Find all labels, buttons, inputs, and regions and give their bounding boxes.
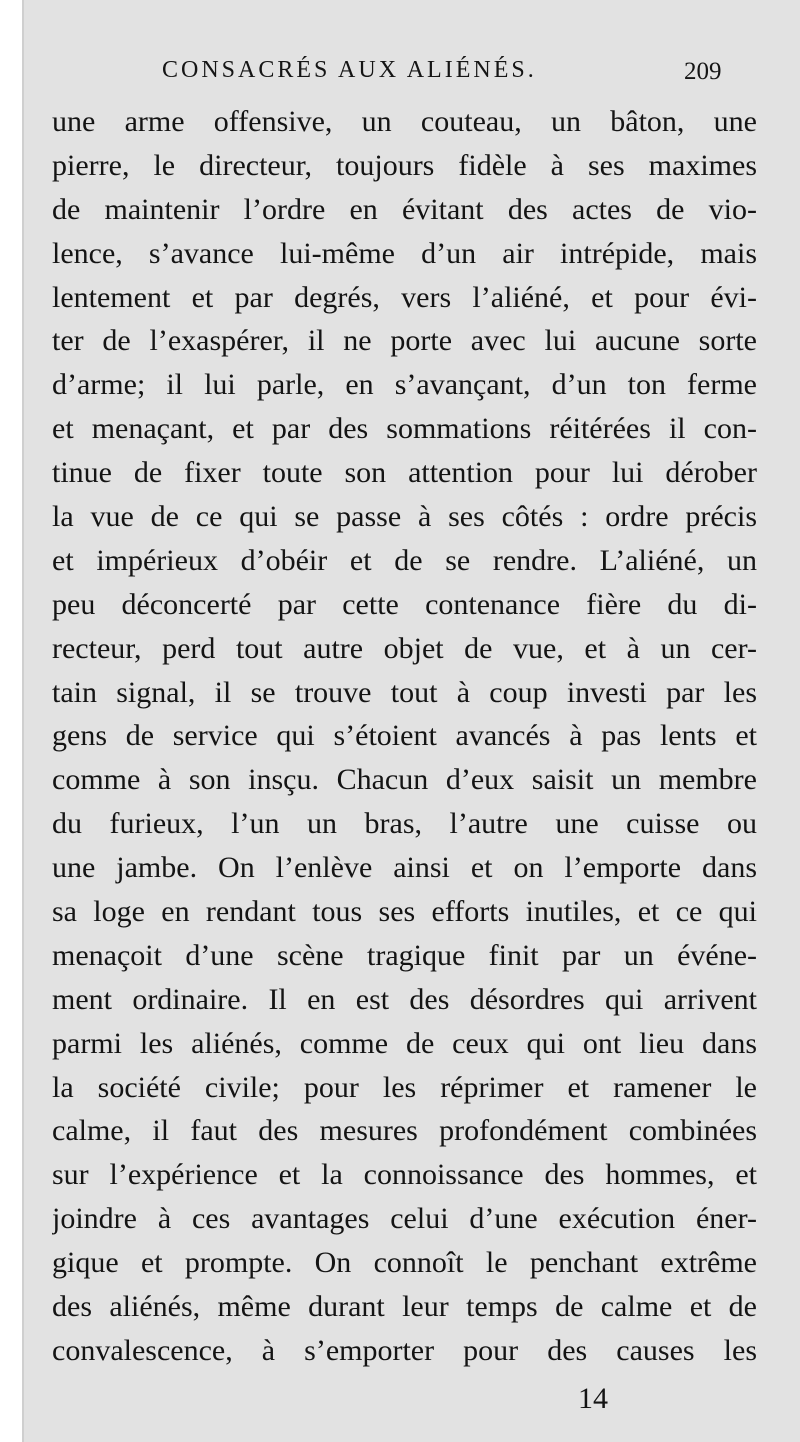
text-line: calme, il faut des mesures profondément combinées: [52, 1114, 757, 1148]
text-line: de maintenir l’ordre en évitant des actes de vio-: [52, 192, 757, 226]
text-line: menaçoit d’une scène tragique finit par un événe-: [52, 938, 757, 972]
text-line: lence, s’avance lui-même d’un air intrépide, mais: [52, 236, 757, 270]
text-line: et impérieux d’obéir et de se rendre. L’aliéné, un: [52, 543, 757, 577]
text-line: d’arme; il lui parle, en s’avançant, d’un ton ferme: [52, 368, 757, 402]
text-line: gique et prompte. On connoît le penchant extrême: [52, 1246, 757, 1280]
text-line: des aliénés, même durant leur temps de calme et de: [52, 1290, 757, 1324]
body-text: [52, 100, 757, 1373]
text-line: une arme offensive, un couteau, un bâton, une: [52, 105, 757, 138]
text-line: lentement et par degrés, vers l’aliéné, et pour évi-: [52, 280, 757, 314]
text-line: tinue de fixer toute son attention pour lui dérober: [52, 456, 757, 490]
text-line: sur l’expérience et la connoissance des hommes, et: [52, 1158, 757, 1192]
text-line: pierre, le directeur, toujours fidèle à ses maximes: [52, 148, 757, 182]
text-line: parmi les aliénés, comme de ceux qui ont lieu dans: [52, 1026, 757, 1060]
text-line: comme à son insçu. Chacun d’eux saisit un membre: [52, 763, 757, 797]
signature-mark: 14: [578, 1382, 608, 1415]
page-header: [22, 57, 800, 91]
text-line: sa loge en rendant tous ses efforts inutiles, et ce qui: [52, 895, 757, 929]
text-line: convalescence, à s’emporter pour des causes les: [52, 1333, 757, 1367]
text-line: joindre à ces avantages celui d’une exécution éner-: [52, 1202, 757, 1236]
text-line: une jambe. On l’enlève ainsi et on l’emporte dans: [52, 851, 757, 885]
text-line: la société civile; pour les réprimer et ramener le: [52, 1070, 757, 1104]
text-line: peu déconcerté par cette contenance fière du di-: [52, 587, 757, 621]
text-line: la vue de ce qui se passe à ses côtés : ordre précis: [52, 500, 757, 534]
text-line: du furieux, l’un un bras, l’autre une cuisse ou: [52, 807, 757, 841]
page-number: 209: [684, 58, 722, 85]
text-line: gens de service qui s’étoient avancés à pas lents et: [52, 719, 757, 753]
text-line: recteur, perd tout autre objet de vue, et à un cer-: [52, 631, 757, 665]
text-line: et menaçant, et par des sommations réitérées il con-: [52, 412, 757, 446]
text-line: ter de l’exaspérer, il ne porte avec lui aucune sorte: [52, 324, 757, 358]
text-line: ment ordinaire. Il en est des désordres qui arrivent: [52, 982, 757, 1016]
running-head: CONSACRÉS AUX ALIÉNÉS.: [162, 57, 537, 83]
text-line: tain signal, il se trouve tout à coup investi par les: [52, 675, 757, 709]
